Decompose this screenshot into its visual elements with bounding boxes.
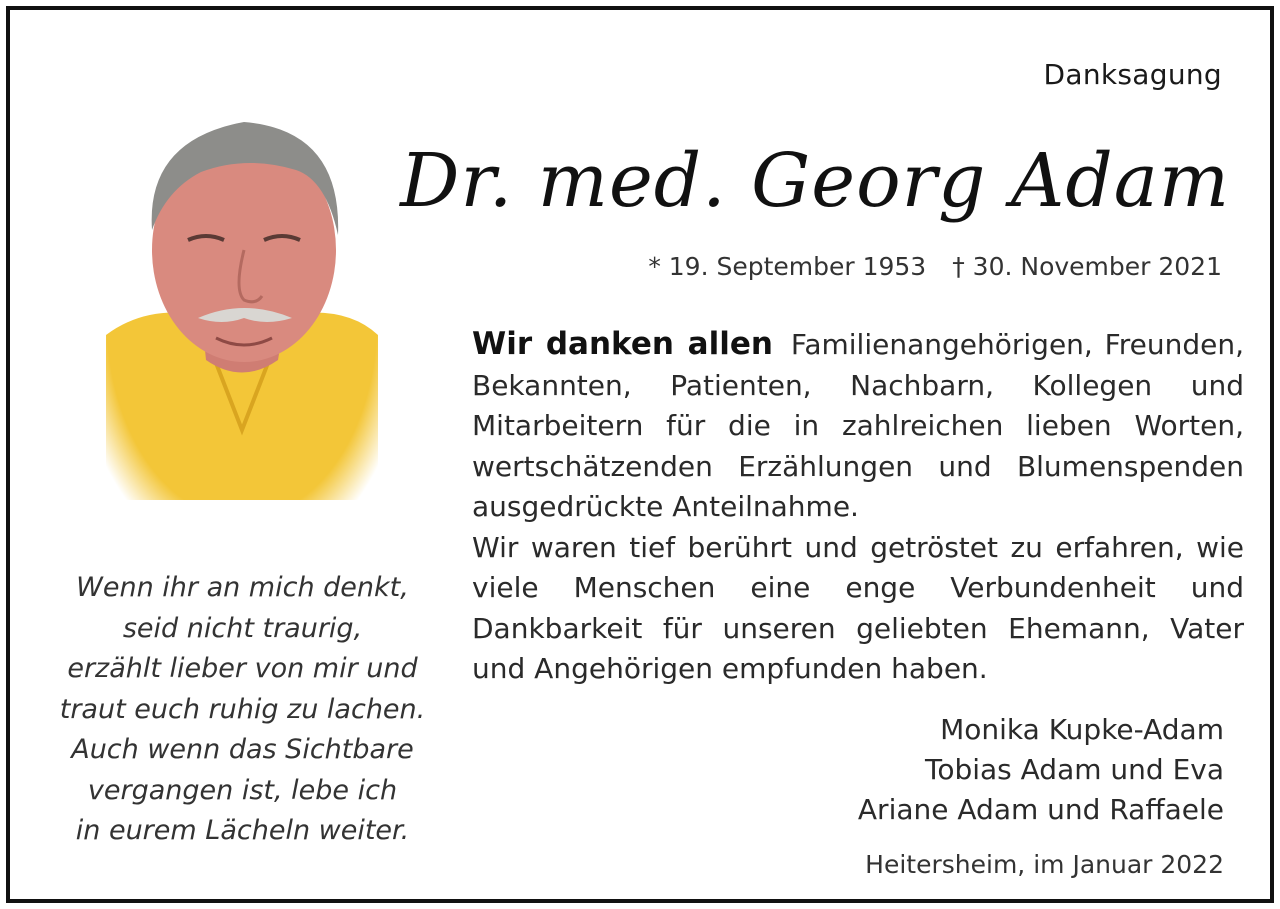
- poem-line: Auch wenn das Sichtbare: [71, 734, 414, 765]
- poem-line: seid nicht traurig,: [122, 612, 363, 644]
- signer: Ariane Adam und Raffaele: [857, 793, 1224, 826]
- signer: Tobias Adam und Eva: [924, 753, 1224, 786]
- poem: [50, 568, 435, 852]
- life-dates: [648, 252, 1222, 281]
- signers: [858, 710, 1224, 830]
- place-date: Heitersheim, im Januar 2022: [865, 850, 1224, 879]
- paragraph-1-text: Familienangehörigen, Freunden, Bekannten, Patienten, Nachbarn, Kollegen und Mitarbeitern für die in zahlreichen lieben Worten, wertschätzenden Erzählungen und Blumenspenden ausgedrückte Anteilnahme.: [472, 328, 1245, 523]
- signer: Monika Kupke-Adam: [940, 713, 1224, 746]
- paragraph-2: Wir waren tief berührt und getröstet zu erfahren, wie viele Menschen eine enge Verbundenheit und Dankbarkeit für unseren geliebten Ehemann, Vater und Angehörigen empfunden haben.: [472, 530, 1244, 685]
- birth-date: * 19. September 1953: [648, 252, 927, 281]
- deceased-name: Dr. med. Georg Adam: [400, 138, 1230, 224]
- lead-phrase: Wir danken allen: [472, 326, 773, 362]
- portrait-photo: [106, 100, 378, 500]
- poem-line: vergangen ist, lebe ich: [87, 774, 398, 806]
- poem-line: erzählt lieber von mir und: [67, 653, 418, 684]
- poem-line: Wenn ihr an mich denkt,: [76, 572, 409, 603]
- paragraph-1: [472, 324, 1244, 528]
- poem-line: traut euch ruhig zu lachen.: [59, 693, 426, 725]
- heading: Danksagung: [1043, 58, 1222, 91]
- thank-you-text: [472, 324, 1244, 690]
- poem-line: in eurem Lächeln weiter.: [75, 815, 410, 846]
- death-date: † 30. November 2021: [952, 252, 1222, 281]
- obituary-frame: [6, 6, 1274, 903]
